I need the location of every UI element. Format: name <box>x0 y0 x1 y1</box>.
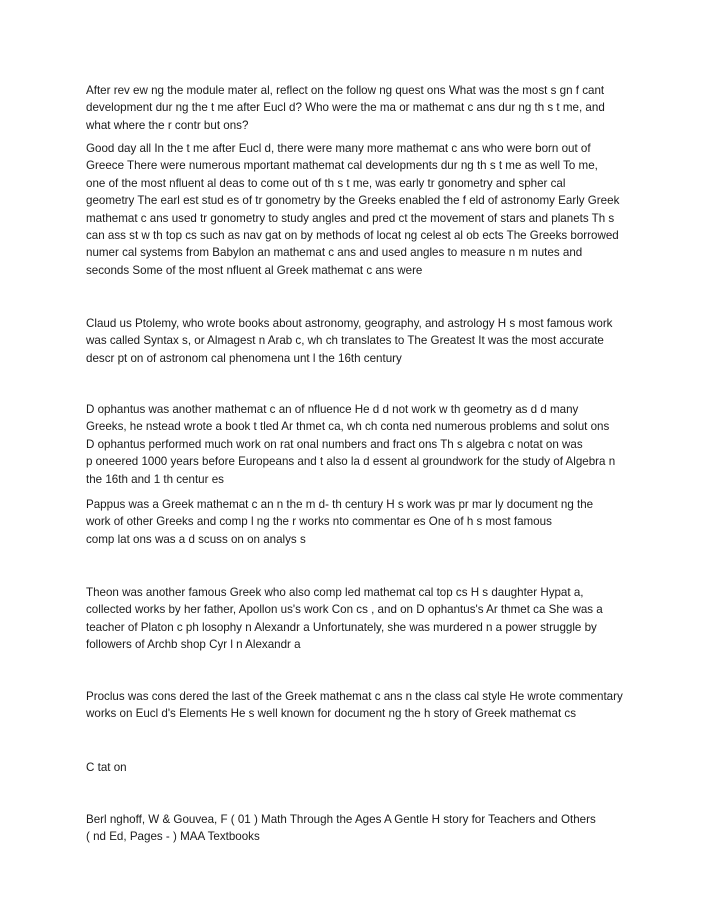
prompt-paragraph: After rev ew ng the module mater al, reflect on the follow ng quest ons What was the most s gn f cant development dur ng the t me after Eucl d? Who were the ma or mathemat c ans dur ng th s t me, and what where the r contr but ons? <box>86 84 605 132</box>
diophantus-paragraph: D ophantus was another mathemat c an of nfluence He d d not work w th geometry as d d many Greeks, he nstead wrote a book t tled Ar thmet ca, wh ch conta ned numerous problems and solut ons D ophantus performed much work on rat onal numbers and fract ons Th s algebra c notat on was p oneered 1000 years before Europeans and t also la d essent al groundwork for the study of Algebra n the 16th and 1 th centur es <box>86 403 616 486</box>
citation-heading: C tat on <box>86 761 127 774</box>
proclus-paragraph: Proclus was cons dered the last of the Greek mathemat c ans n the class cal style He wrote commentary works on Eucl d's Elements He s well known for document ng the h story of Greek mathemat cs <box>86 690 623 721</box>
intro-paragraph: Good day all In the t me after Eucl d, there were many more mathemat c ans who were born out of Greece There were numerous mportant mathemat cal developments dur ng th s t me as well To me, one of the most nfluent al deas to come out of th s t me, was early tr gonometry and spher cal geometry The earl est stud es of tr gonometry by the Greeks enabled the f eld of astronomy Early Greek mathemat c ans used tr gonometry to study angles and pred ct the movement of stars and planets Th s can ass st w th top cs such as nav gat on by methods of locat ng celest al ob ects The Greeks borrowed numer cal systems from Babylon an mathemat c ans and used angles to measure n m nutes and seconds Some of the most nfluent al Greek mathemat c ans were <box>86 142 620 277</box>
citation-reference: Berl nghoff, W & Gouvea, F ( 01 ) Math Through the Ages A Gentle H story for Teachers and Others ( nd Ed, Pages - ) MAA Textbooks <box>86 813 596 844</box>
ptolemy-paragraph: Claud us Ptolemy, who wrote books about astronomy, geography, and astrology H s most famous work was called Syntax s, or Almagest n Arab c, wh ch translates to The Greatest It was the most accurate descr pt on of astronom cal phenomena unt l the 16th century <box>86 317 613 365</box>
pappus-paragraph: Pappus was a Greek mathemat c an n the m d- th century H s work was pr mar ly document ng the work of other Greeks and comp l ng the r works nto commentar es One of h s most famous comp lat ons was a d scuss on on analys s <box>86 498 594 546</box>
theon-paragraph: Theon was another famous Greek who also comp led mathemat cal top cs H s daughter Hypat a, collected works by her father, Apollon us's work Con cs , and on D ophantus's Ar thmet ca She was a teacher of Platon c ph losophy n Alexandr a Unfortunately, she was murdered n a power struggle by followers of Archb shop Cyr l n Alexandr a <box>86 586 603 652</box>
